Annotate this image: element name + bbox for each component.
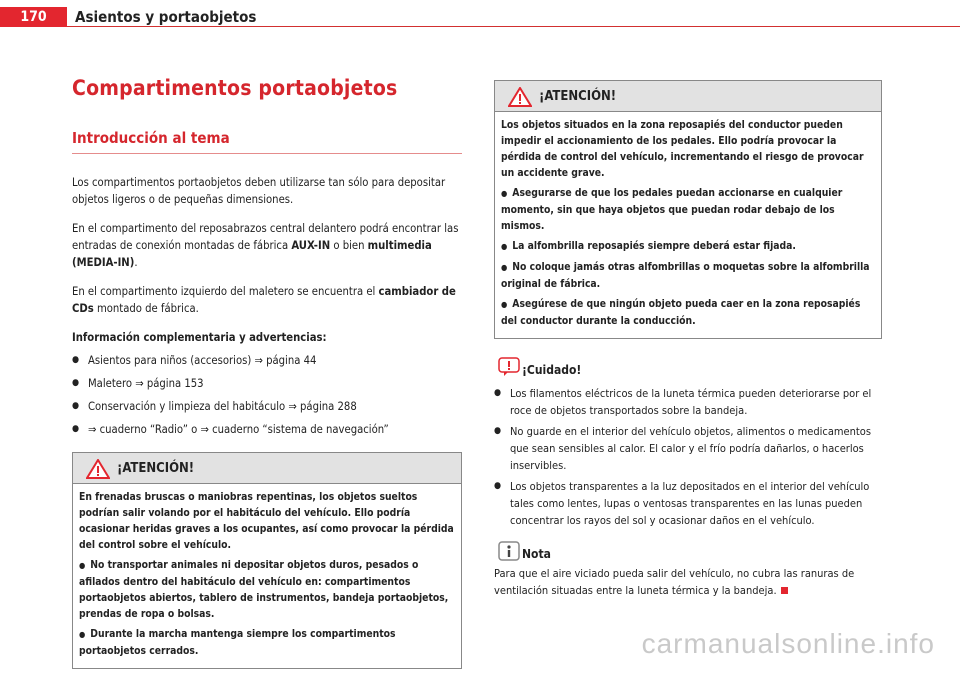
right-column	[494, 80, 882, 599]
warning-bullet: ● Asegurarse de que los pedales puedan accionarse en cualquier momento, sin que haya objetos que puedan rodar debajo de los mismos.	[501, 185, 875, 234]
caution-list	[494, 385, 882, 529]
note-title: Nota	[522, 547, 551, 561]
reference-link[interactable]: ● Conservación y limpieza del habitáculo ⇒ página 288	[72, 398, 462, 415]
info-note-icon	[498, 541, 520, 561]
warning-bullet: ● Asegúrese de que ningún objeto pueda caer en la zona reposapiés del conductor durante la conducción.	[501, 296, 875, 329]
note-text: Para que el aire viciado pueda salir del vehículo, no cubra las ranuras de ventilación situadas entre la luneta térmica y la bandeja.	[494, 567, 855, 597]
end-of-section-marker	[781, 587, 788, 594]
caution-header	[494, 357, 882, 381]
note-header	[494, 541, 882, 565]
section-rule	[72, 153, 462, 154]
warning-bullet: ● No transportar animales ni depositar objetos duros, pesados o afilados dentro del habitáculo del vehículo en: compartimentos portaobjetos abiertos, tablero de instrumentos, bandeja portaobjetos, prendas de ropa o bolsas.	[79, 557, 455, 622]
warning-intro: En frenadas bruscas o maniobras repentinas, los objetos sueltos podrían salir volando por el habitáculo del vehículo. Ello podría ocasionar heridas graves a los ocupantes, así como provocar la pérdida del control sobre el vehículo.	[79, 491, 454, 551]
warning-triangle-icon	[508, 87, 532, 107]
warning-intro: Los objetos situados en la zona reposapiés del conductor pueden impedir el accionamiento de los pedales. Ello podría provocar la pérdida de control del vehículo, incrementando el riesgo de provocar un accidente grave.	[501, 119, 864, 179]
warning-header	[495, 81, 881, 112]
reference-link[interactable]: ● ⇒ cuaderno “Radio” o ⇒ cuaderno “sistema de navegación”	[72, 421, 462, 438]
page-number: 170	[0, 7, 67, 27]
watermark: carmanualsonline.info	[641, 628, 935, 659]
reference-list	[72, 352, 462, 438]
warning-box	[72, 452, 462, 669]
warning-bullet: ● No coloque jamás otras alfombrillas o moquetas sobre la alfombrilla original de fábrica.	[501, 259, 875, 292]
header-rule	[67, 26, 960, 27]
caution-bullet: ● No guarde en el interior del vehículo objetos, alimentos o medicamentos que sean sensibles al calor. El calor y el frío podría dañarlos, o hacerlos inservibles.	[494, 423, 882, 474]
running-title: Asientos y portaobjetos	[75, 8, 257, 26]
section-heading: Introducción al tema	[72, 129, 230, 147]
page-header	[0, 0, 960, 28]
warning-bullets	[501, 185, 875, 329]
caution-icon	[498, 357, 520, 377]
warning-header	[73, 453, 461, 484]
reference-link[interactable]: ● Asientos para niños (accesorios) ⇒ página 44	[72, 352, 462, 369]
warning-body	[495, 112, 881, 338]
warning-title: ¡ATENCIÓN!	[539, 89, 617, 104]
warning-bullet: ● Durante la marcha mantenga siempre los compartimentos portaobjetos cerrados.	[79, 626, 455, 659]
caution-title: ¡Cuidado!	[522, 363, 582, 377]
caution-bullet: ● Los filamentos eléctricos de la luneta térmica pueden deteriorarse por el roce de objetos transportados sobre la bandeja.	[494, 385, 882, 419]
warning-title: ¡ATENCIÓN!	[117, 461, 195, 476]
warning-bullets	[79, 557, 455, 659]
warning-body	[73, 484, 461, 668]
warning-triangle-icon	[86, 459, 110, 479]
warning-bullet: ● La alfombrilla reposapiés siempre deberá estar fijada.	[501, 238, 875, 255]
warning-box	[494, 80, 882, 339]
cd-changer-paragraph: En el compartimento izquierdo del maletero se encuentra el cambiador de CDs montado de fábrica.	[72, 285, 456, 315]
info-label: Información complementaria y advertencias:	[72, 331, 327, 344]
left-column	[72, 70, 462, 669]
page-title: Compartimentos portaobjetos	[72, 76, 398, 100]
caution-bullet: ● Los objetos transparentes a la luz depositados en el interior del vehículo tales como lentes, lupas o ventosas transparentes en las lunas pueden concentrar los rayos del sol y ocasionar daños en el vehículo.	[494, 478, 882, 529]
reference-link[interactable]: ● Maletero ⇒ página 153	[72, 375, 462, 392]
connections-paragraph: En el compartimento del reposabrazos central delantero podrá encontrar las entradas de conexión montadas de fábrica AUX-IN o bien multimedia (MEDIA-IN).	[72, 222, 459, 269]
intro-paragraph: Los compartimentos portaobjetos deben utilizarse tan sólo para depositar objetos ligeros o de pequeñas dimensiones.	[72, 176, 446, 206]
